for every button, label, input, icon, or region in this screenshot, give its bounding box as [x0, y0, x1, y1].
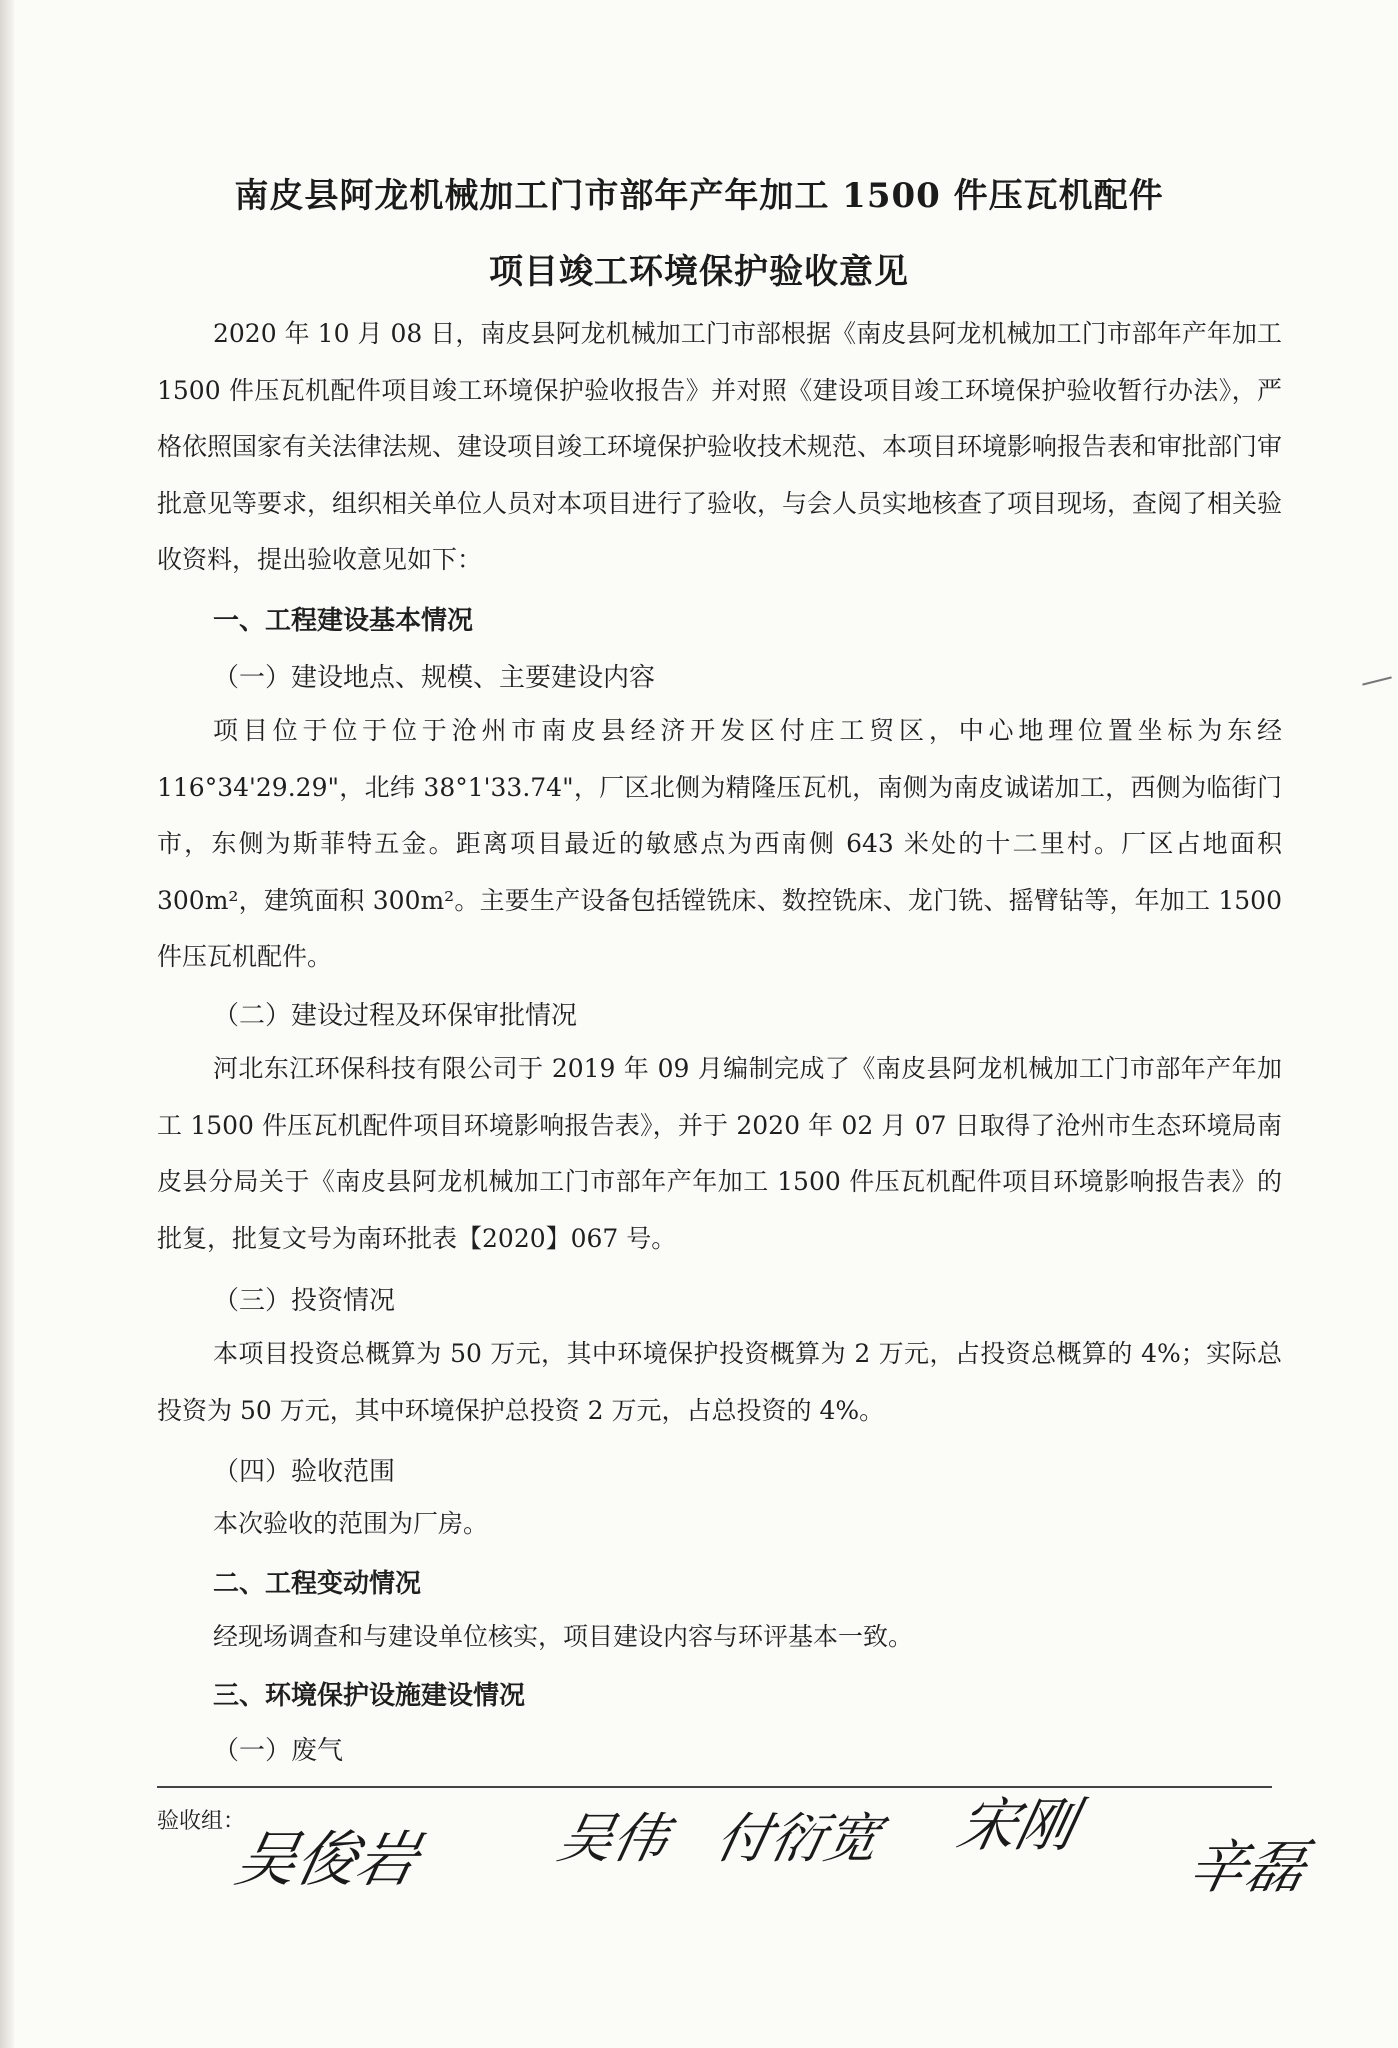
sub3-heading: （三）投资情况: [213, 1286, 396, 1316]
sub1-paragraph: 项目位于位于位于沧州市南皮县经济开发区付庄工贸区，中心地理位置坐标为东经 116°34'29.29"，北纬 38°1'33.74"，厂区北侧为精隆压瓦机，南侧为南皮诚诺加工，西侧为临街门市，东侧为斯菲特五金。距离项目最近的敏感点为西南侧 643 米处的十二里村。厂区占地面积 300m²，建筑面积 300m²。主要生产设备包括镗铣床、数控铣床、龙门铣、摇臂钻等，年加工 1500 件压瓦机配件。: [157, 716, 1282, 971]
pen-stroke-mark: [1362, 676, 1392, 685]
sub4-heading: （四）验收范围: [213, 1457, 396, 1487]
signature-3: 付衍宽: [710, 1807, 886, 1870]
sub5-heading: （一）废气: [213, 1736, 344, 1766]
intro-paragraph: 2020 年 10 月 08 日，南皮县阿龙机械加工门市部根据《南皮县阿龙机械加工门市部年产年加工 1500 件压瓦机配件项目竣工环境保护验收报告》并对照《建设项目竣工环境保护验收暂行办法》，严格依照国家有关法律法规、建设项目竣工环境保护验收技术规范、本项目环境影响报告表和审批部门审批意见等要求，组织相关单位人员对本项目进行了验收，与会人员实地核查了项目现场，查阅了相关验收资料，提出验收意见如下：: [157, 319, 1283, 574]
sub2-paragraph: 河北东江环保科技有限公司于 2019 年 09 月编制完成了《南皮县阿龙机械加工门市部年产年加工 1500 件压瓦机配件项目环境影响报告表》，并于 2020 年 02 月 07 日取得了沧州市生态环境局南皮县分局关于《南皮县阿龙机械加工门市部年产年加工 1500 件压瓦机配件项目环境影响报告表》的批复，批复文号为南环批表【2020】067 号。: [157, 1054, 1282, 1253]
sub4-paragraph: 本次验收的范围为厂房。: [213, 1509, 489, 1538]
section1-heading: 一、工程建设基本情况: [213, 606, 474, 636]
signature-label: 验收组：: [157, 1809, 246, 1834]
signature-5: 辛磊: [1181, 1833, 1313, 1901]
section2-paragraph: 经现场调查和与建设单位核实，项目建设内容与环评基本一致。: [213, 1622, 914, 1651]
signature-2: 吴伟: [552, 1807, 674, 1870]
section2-heading: 二、工程变动情况: [213, 1569, 422, 1599]
signature-4: 宋刚: [951, 1791, 1083, 1859]
sub1-heading: （一）建设地点、规模、主要建设内容: [213, 663, 656, 693]
page-edge-shadow: [0, 0, 14, 2048]
document-title-line2: 项目竣工环境保护验收意见: [489, 252, 909, 292]
sub3-paragraph: 本项目投资总概算为 50 万元，其中环境保护投资概算为 2 万元，占投资总概算的 4%；实际总投资为 50 万元，其中环境保护总投资 2 万元，占总投资的 4%。: [157, 1339, 1282, 1425]
document-title-line1: 南皮县阿龙机械加工门市部年产年加工 1500 件压瓦机配件: [234, 176, 1164, 216]
signature-rule: [157, 1786, 1272, 1788]
section3-heading: 三、环境保护设施建设情况: [213, 1681, 526, 1711]
signature-1: 吴俊岩: [229, 1825, 425, 1895]
sub2-heading: （二）建设过程及环保审批情况: [213, 1001, 578, 1031]
